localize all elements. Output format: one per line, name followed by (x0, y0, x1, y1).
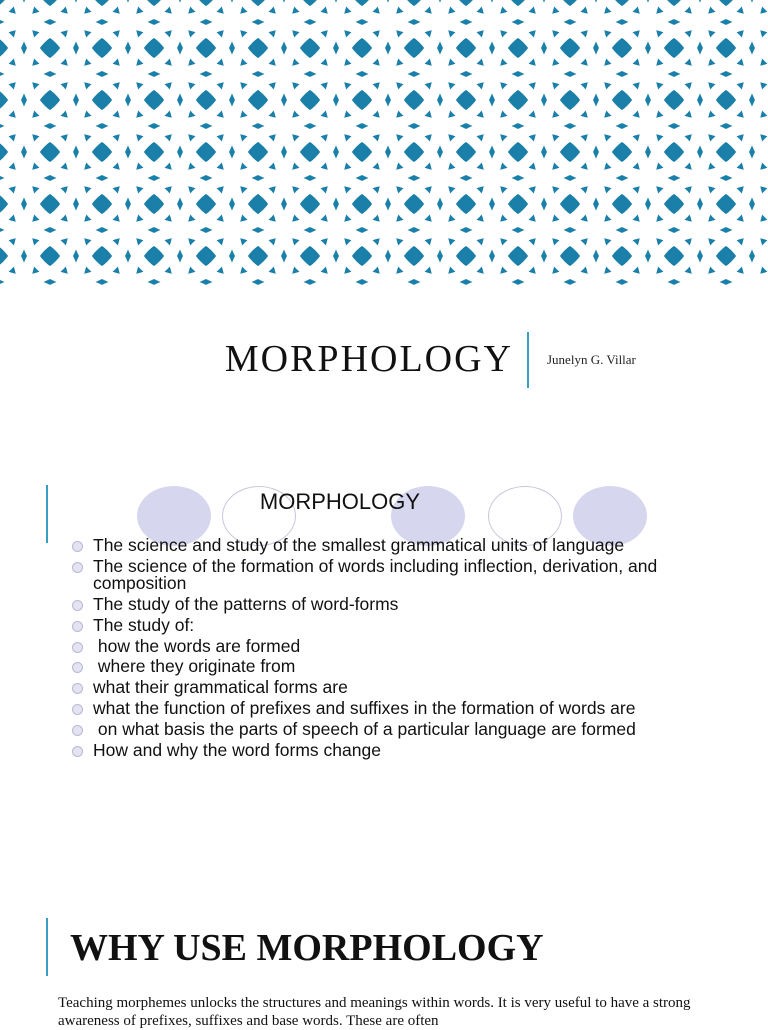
list-item: The study of: (70, 617, 690, 635)
slide-body-text: Teaching morphemes unlocks the structures and meanings within words. It is very useful to have a strong awareness of prefixes, suffixes and base words. These are often (58, 995, 691, 1029)
title-slide (0, 289, 768, 464)
list-item: on what basis the parts of speech of a particular language are formed (70, 721, 690, 739)
list-item: The study of the patterns of word-forms (70, 596, 690, 614)
interlocking-circles-pattern (0, 0, 768, 289)
list-item: where they originate from (70, 658, 690, 676)
list-item: how the words are formed (70, 638, 690, 656)
list-item: How and why the word forms change (70, 742, 690, 760)
bullet-icon (72, 704, 83, 715)
list-item: The science of the formation of words including inflection, derivation, and composition (70, 558, 690, 593)
bullet-icon (72, 746, 83, 757)
bullet-icon (72, 541, 83, 552)
bullet-icon (72, 683, 83, 694)
bullet-icon (72, 662, 83, 673)
slide-title: MORPHOLOGY (259, 489, 421, 514)
bullet-icon (72, 562, 83, 573)
definition-bullet-list (70, 537, 690, 762)
page-title: MORPHOLOGY (224, 338, 513, 380)
author-name: Junelyn G. Villar (547, 352, 636, 367)
header-pattern-banner (0, 0, 768, 289)
why-slide (0, 910, 768, 1029)
bullet-icon (72, 725, 83, 736)
bullet-icon (72, 600, 83, 611)
bullet-icon (72, 621, 83, 632)
bullet-icon (72, 642, 83, 653)
list-item: what the function of prefixes and suffixes in the formation of words are (70, 700, 690, 718)
slide-title: WHY USE MORPHOLOGY (70, 927, 544, 969)
list-item: what their grammatical forms are (70, 679, 690, 697)
title-divider (527, 332, 529, 388)
definition-slide (0, 475, 768, 875)
list-item: The science and study of the smallest grammatical units of language (70, 537, 690, 555)
slide-accent-bar (46, 918, 48, 976)
